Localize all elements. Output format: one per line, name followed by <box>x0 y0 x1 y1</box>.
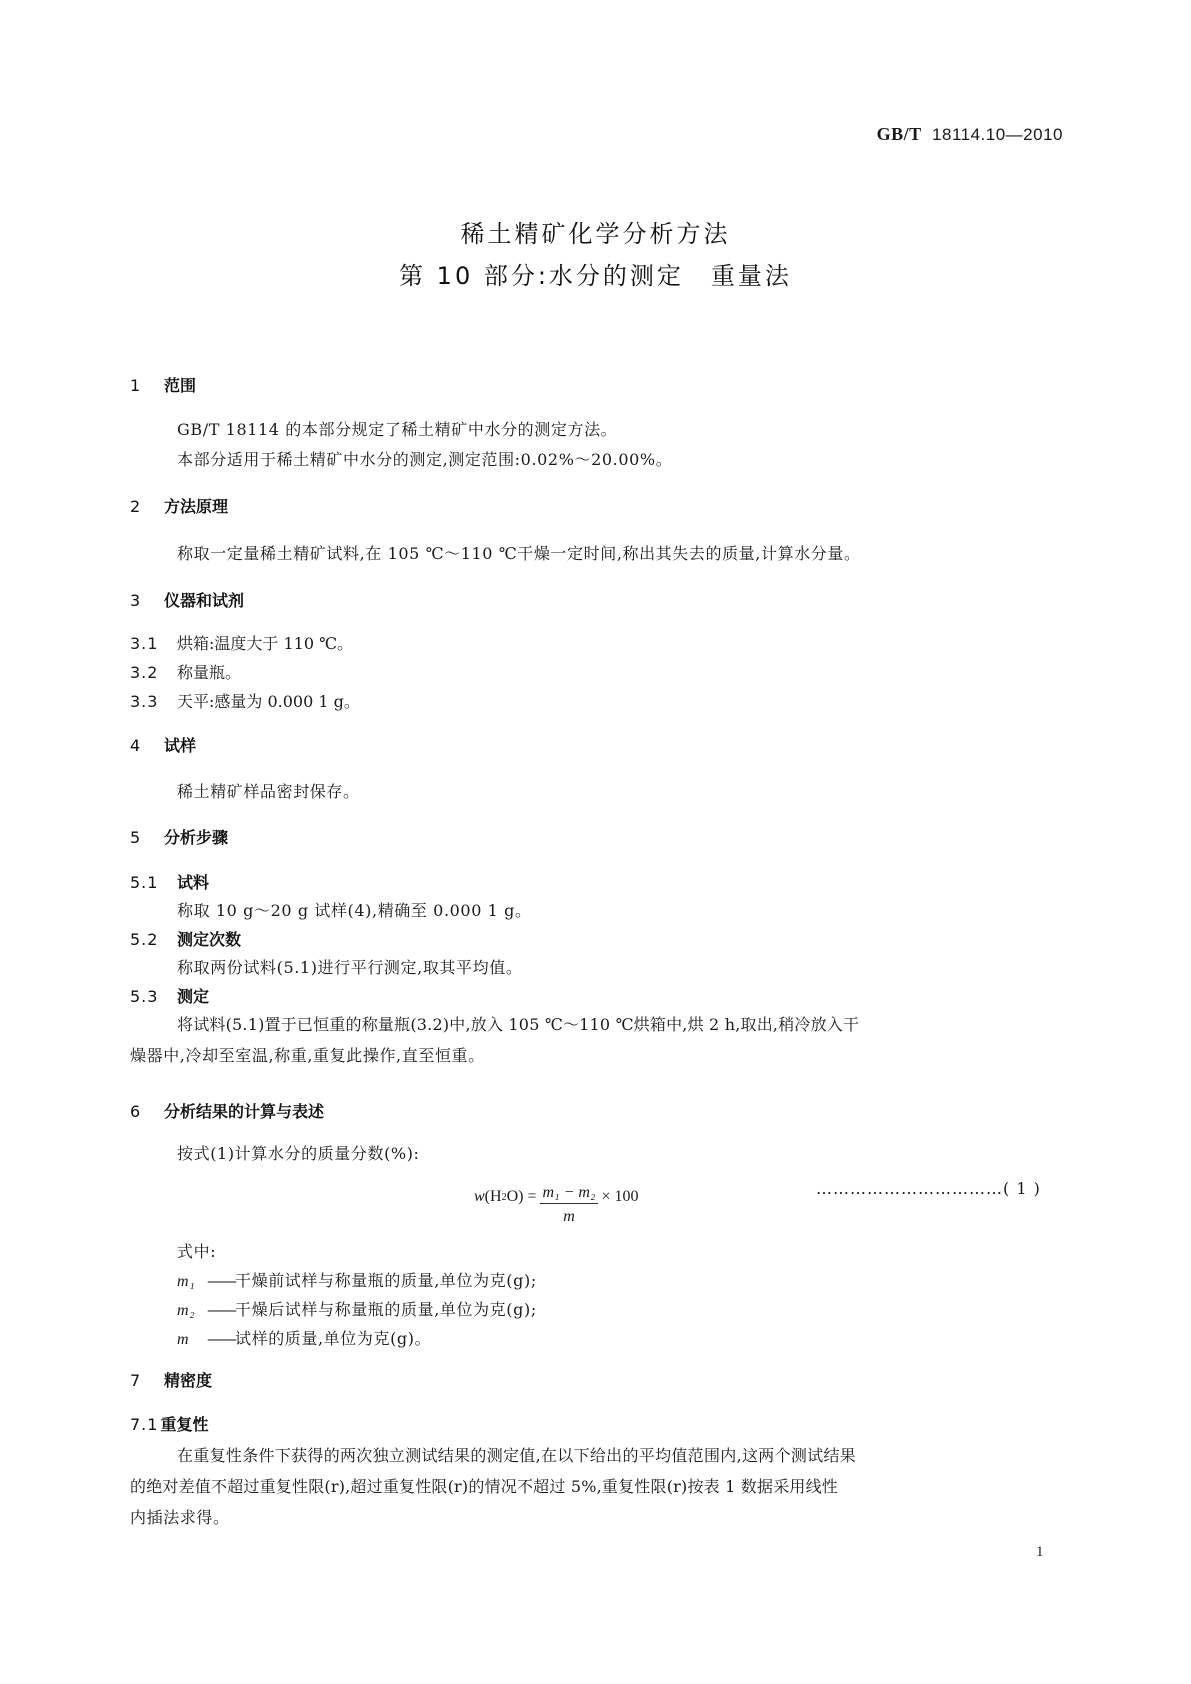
subsection-number: 5.2 <box>130 930 159 949</box>
paragraph: 称取一定量稀土精矿试料,在 105 ℃～110 ℃干燥一定时间,称出其失去的质量,计算水分量。 <box>177 544 861 563</box>
paragraph-continuation: 内插法求得。 <box>130 1508 230 1527</box>
standard-code <box>877 124 1063 145</box>
section-5-heading <box>130 825 228 848</box>
subsection-5-2-heading <box>130 927 241 950</box>
subsection-title: 重复性 <box>160 1415 209 1434</box>
equation-number <box>816 1179 1041 1198</box>
variable-definition <box>177 1326 431 1349</box>
where-label: 式中: <box>177 1242 217 1261</box>
item-text: 天平:感量为 0.000 1 g。 <box>177 692 360 711</box>
paragraph: GB/T 18114 的本部分规定了稀土精矿中水分的测定方法。 <box>177 420 618 439</box>
variable-description: 试样的质量,单位为克(g)。 <box>235 1329 432 1348</box>
formula-lhs-close: O) = <box>506 1188 537 1205</box>
paragraph: 称取 10 g～20 g 试样(4),精确至 0.000 1 g。 <box>177 901 532 920</box>
variable-definition <box>177 1268 537 1291</box>
section-number: 4 <box>130 736 141 755</box>
list-item <box>130 660 241 683</box>
standard-prefix: GB/T <box>876 124 922 144</box>
variable-dash: —— <box>207 1271 235 1290</box>
section-number: 2 <box>130 497 141 516</box>
section-number: 3 <box>130 591 141 610</box>
list-item <box>130 631 353 654</box>
equation-leader: …………………………… <box>816 1179 1003 1198</box>
variable-symbol: m <box>177 1331 190 1348</box>
subsection-7-1-heading <box>130 1412 208 1435</box>
item-number: 3.3 <box>130 692 159 711</box>
paragraph: 将试料(5.1)置于已恒重的称量瓶(3.2)中,放入 105 ℃～110 ℃烘箱中,烘 2 h,取出,稍冷放入干 <box>177 1015 860 1034</box>
paragraph-continuation: 燥器中,冷却至室温,称重,重复此操作,直至恒重。 <box>130 1046 485 1065</box>
formula-denominator: m <box>563 1208 575 1225</box>
paragraph: 称取两份试料(5.1)进行平行测定,取其平均值。 <box>177 958 523 977</box>
subsection-title: 测定 <box>177 987 210 1006</box>
paragraph-continuation: 的绝对差值不超过重复性限(r),超过重复性限(r)的情况不超过 5%,重复性限(r)按表 1 数据采用线性 <box>130 1477 838 1496</box>
document-title-line1: 稀土精矿化学分析方法 <box>460 220 731 248</box>
section-number: 1 <box>130 376 141 395</box>
item-number: 3.1 <box>130 634 159 653</box>
subsection-number: 5.1 <box>130 873 159 892</box>
section-6-heading <box>130 1099 324 1122</box>
variable-symbol: m₂ <box>177 1302 196 1319</box>
section-title: 试样 <box>164 736 197 755</box>
paragraph: 本部分适用于稀土精矿中水分的测定,测定范围:0.02%～20.00%。 <box>177 450 673 469</box>
formula-numerator: m₁ − m₂ <box>540 1184 597 1204</box>
subsection-title: 试料 <box>177 873 210 892</box>
section-2-heading <box>130 494 228 517</box>
variable-description: 干燥前试样与称量瓶的质量,单位为克(g); <box>235 1271 537 1290</box>
paragraph: 稀土精矿样品密封保存。 <box>177 782 360 801</box>
formula-lhs: (H <box>484 1188 502 1205</box>
subsection-number: 7.1 <box>130 1415 159 1434</box>
variable-dash: —— <box>207 1329 235 1348</box>
variable-symbol: m₁ <box>177 1273 196 1290</box>
document-title-line2: 第 10 部分:水分的测定 重量法 <box>399 262 792 290</box>
section-title: 方法原理 <box>164 497 229 516</box>
standard-number: 18114.10—2010 <box>932 125 1063 144</box>
subsection-5-3-heading <box>130 984 209 1007</box>
section-title: 精密度 <box>164 1371 213 1390</box>
section-4-heading <box>130 733 196 756</box>
section-3-heading <box>130 588 244 611</box>
formula-intro: 按式(1)计算水分的质量分数(%): <box>177 1144 420 1163</box>
equation-label: ( 1 ) <box>1003 1179 1041 1198</box>
subsection-title: 测定次数 <box>177 930 242 949</box>
variable-dash: —— <box>207 1300 235 1319</box>
page-number: 1 <box>1036 1544 1044 1560</box>
item-text: 烘箱:温度大于 110 ℃。 <box>177 634 354 653</box>
variable-definition <box>177 1297 537 1320</box>
variable-description: 干燥后试样与称量瓶的质量,单位为克(g); <box>235 1300 537 1319</box>
subsection-number: 5.3 <box>130 987 159 1006</box>
section-title: 仪器和试剂 <box>164 591 245 610</box>
section-7-heading <box>130 1368 212 1391</box>
section-1-heading <box>130 373 196 396</box>
item-text: 称量瓶。 <box>177 663 242 682</box>
formula <box>474 1176 639 1225</box>
section-number: 6 <box>130 1102 141 1121</box>
subsection-5-1-heading <box>130 870 209 893</box>
section-title: 分析步骤 <box>164 828 229 847</box>
formula-w: w <box>474 1188 485 1205</box>
list-item <box>130 689 360 712</box>
section-title: 范围 <box>164 376 197 395</box>
formula-fraction <box>540 1184 597 1226</box>
section-title: 分析结果的计算与表述 <box>164 1102 325 1121</box>
item-number: 3.2 <box>130 663 159 682</box>
section-number: 5 <box>130 828 141 847</box>
formula-subscript: 2 <box>501 1191 507 1203</box>
formula-multiplier: × 100 <box>601 1188 639 1205</box>
section-number: 7 <box>130 1371 141 1390</box>
paragraph: 在重复性条件下获得的两次独立测试结果的测定值,在以下给出的平均值范围内,这两个测试结果 <box>177 1446 857 1465</box>
